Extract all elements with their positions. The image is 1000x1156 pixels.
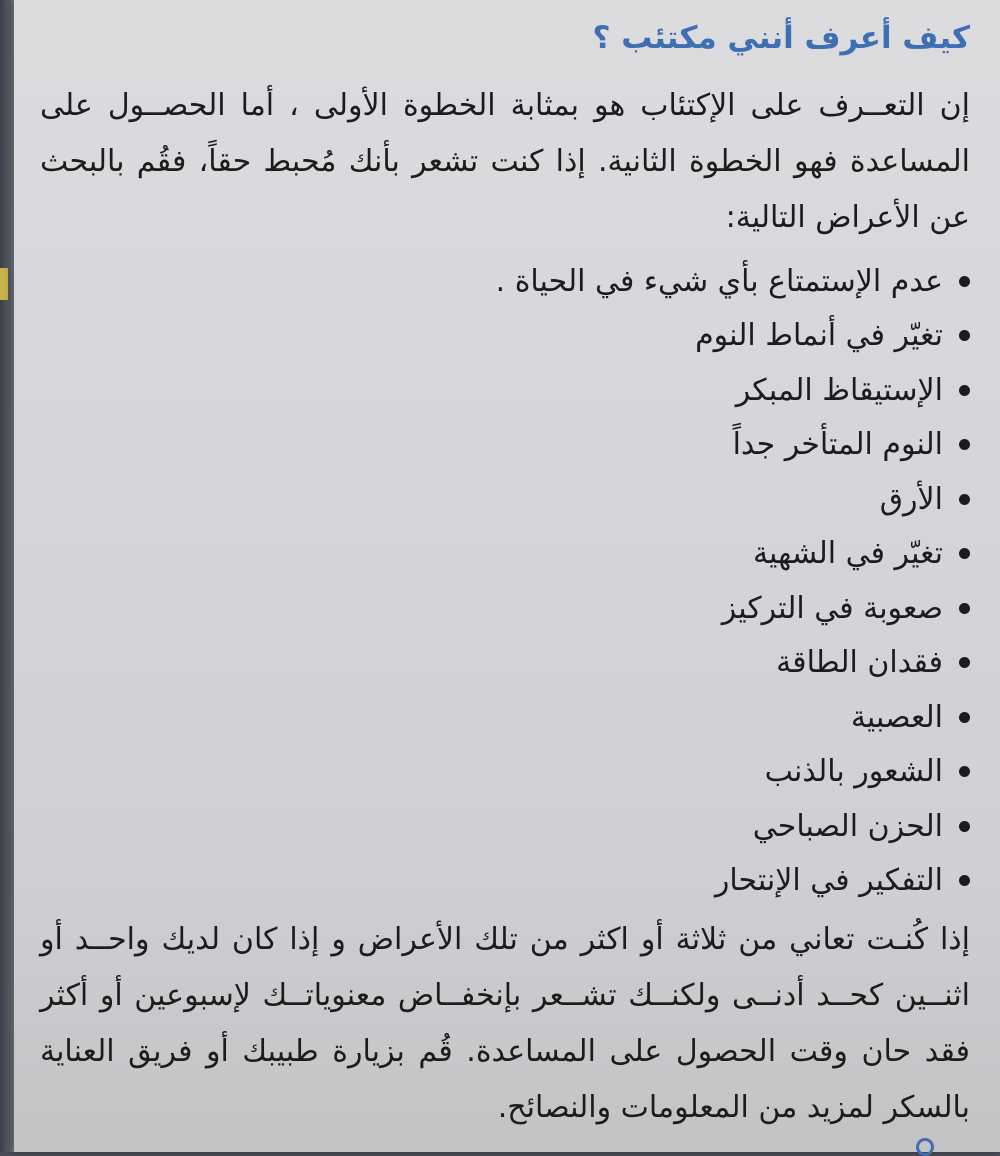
bullet-icon bbox=[959, 276, 970, 287]
list-item bbox=[40, 581, 970, 636]
symptom-text: فقدان الطاقة bbox=[776, 645, 943, 681]
bullet-icon bbox=[959, 330, 970, 341]
symptoms-list bbox=[40, 254, 970, 908]
bullet-icon bbox=[959, 657, 970, 668]
symptom-text: الحزن الصباحي bbox=[752, 808, 943, 844]
list-item bbox=[40, 636, 970, 691]
symptom-text: الأرق bbox=[879, 481, 943, 517]
bullet-icon bbox=[959, 439, 970, 450]
symptom-text: التفكير في الإنتحار bbox=[714, 863, 943, 899]
printed-page bbox=[14, 0, 1000, 1152]
circle-mark-icon bbox=[916, 1138, 934, 1156]
symptom-text: العصبية bbox=[850, 699, 943, 735]
bullet-icon bbox=[959, 821, 970, 832]
symptom-text: صعوبة في التركيز bbox=[721, 590, 943, 626]
page-content bbox=[40, 12, 970, 1136]
symptom-text: تغيّر في أنماط النوم bbox=[695, 318, 943, 354]
bullet-icon bbox=[959, 385, 970, 396]
list-item bbox=[40, 745, 970, 800]
list-item bbox=[40, 527, 970, 582]
list-item bbox=[40, 472, 970, 527]
list-item bbox=[40, 690, 970, 745]
bullet-icon bbox=[959, 494, 970, 505]
symptom-text: الشعور بالذنب bbox=[764, 754, 943, 790]
bullet-icon bbox=[959, 548, 970, 559]
bullet-icon bbox=[959, 603, 970, 614]
symptom-text: الإستيقاظ المبكر bbox=[735, 372, 943, 408]
list-item bbox=[40, 254, 970, 309]
bullet-icon bbox=[959, 875, 970, 886]
symptom-text: النوم المتأخر جداً bbox=[732, 427, 943, 463]
intro-paragraph: إن التعــرف على الإكتئاب هو بمثابة الخطوة الأولى ، أما الحصــول على المساعدة فهو الخطوة الثانية. إذا كنت تشعر بأنك مُحبط حقاً، فقُم بالبحث عن الأعراض التالية: bbox=[40, 88, 970, 235]
list-item bbox=[40, 363, 970, 418]
symptom-text: تغيّر في الشهية bbox=[752, 536, 943, 572]
bullet-icon bbox=[959, 766, 970, 777]
list-item bbox=[40, 799, 970, 854]
bullet-icon bbox=[959, 712, 970, 723]
list-item bbox=[40, 418, 970, 473]
list-item bbox=[40, 854, 970, 909]
edge-marker bbox=[0, 268, 8, 300]
closing-paragraph: إذا كُنـت تعاني من ثلاثة أو اكثر من تلك الأعراض و إذا كان لديك واحــد أو اثنــين كحــد أدنــى ولكنــك تشــعر بإنخفــاض معنوياتــك لإسبوعين أو أكثر فقد حان وقت الحصول على المساعدة. قُم بزيارة طبيبك أو فريق العناية بالسكر لمزيد من المعلومات والنصائح. bbox=[40, 922, 970, 1125]
symptom-text: عدم الإستمتاع بأي شيء في الحياة . bbox=[495, 263, 943, 299]
page-title: كيف أعرف أنني مكتئب ؟ bbox=[592, 20, 970, 56]
page-edge bbox=[0, 0, 14, 1152]
list-item bbox=[40, 309, 970, 364]
